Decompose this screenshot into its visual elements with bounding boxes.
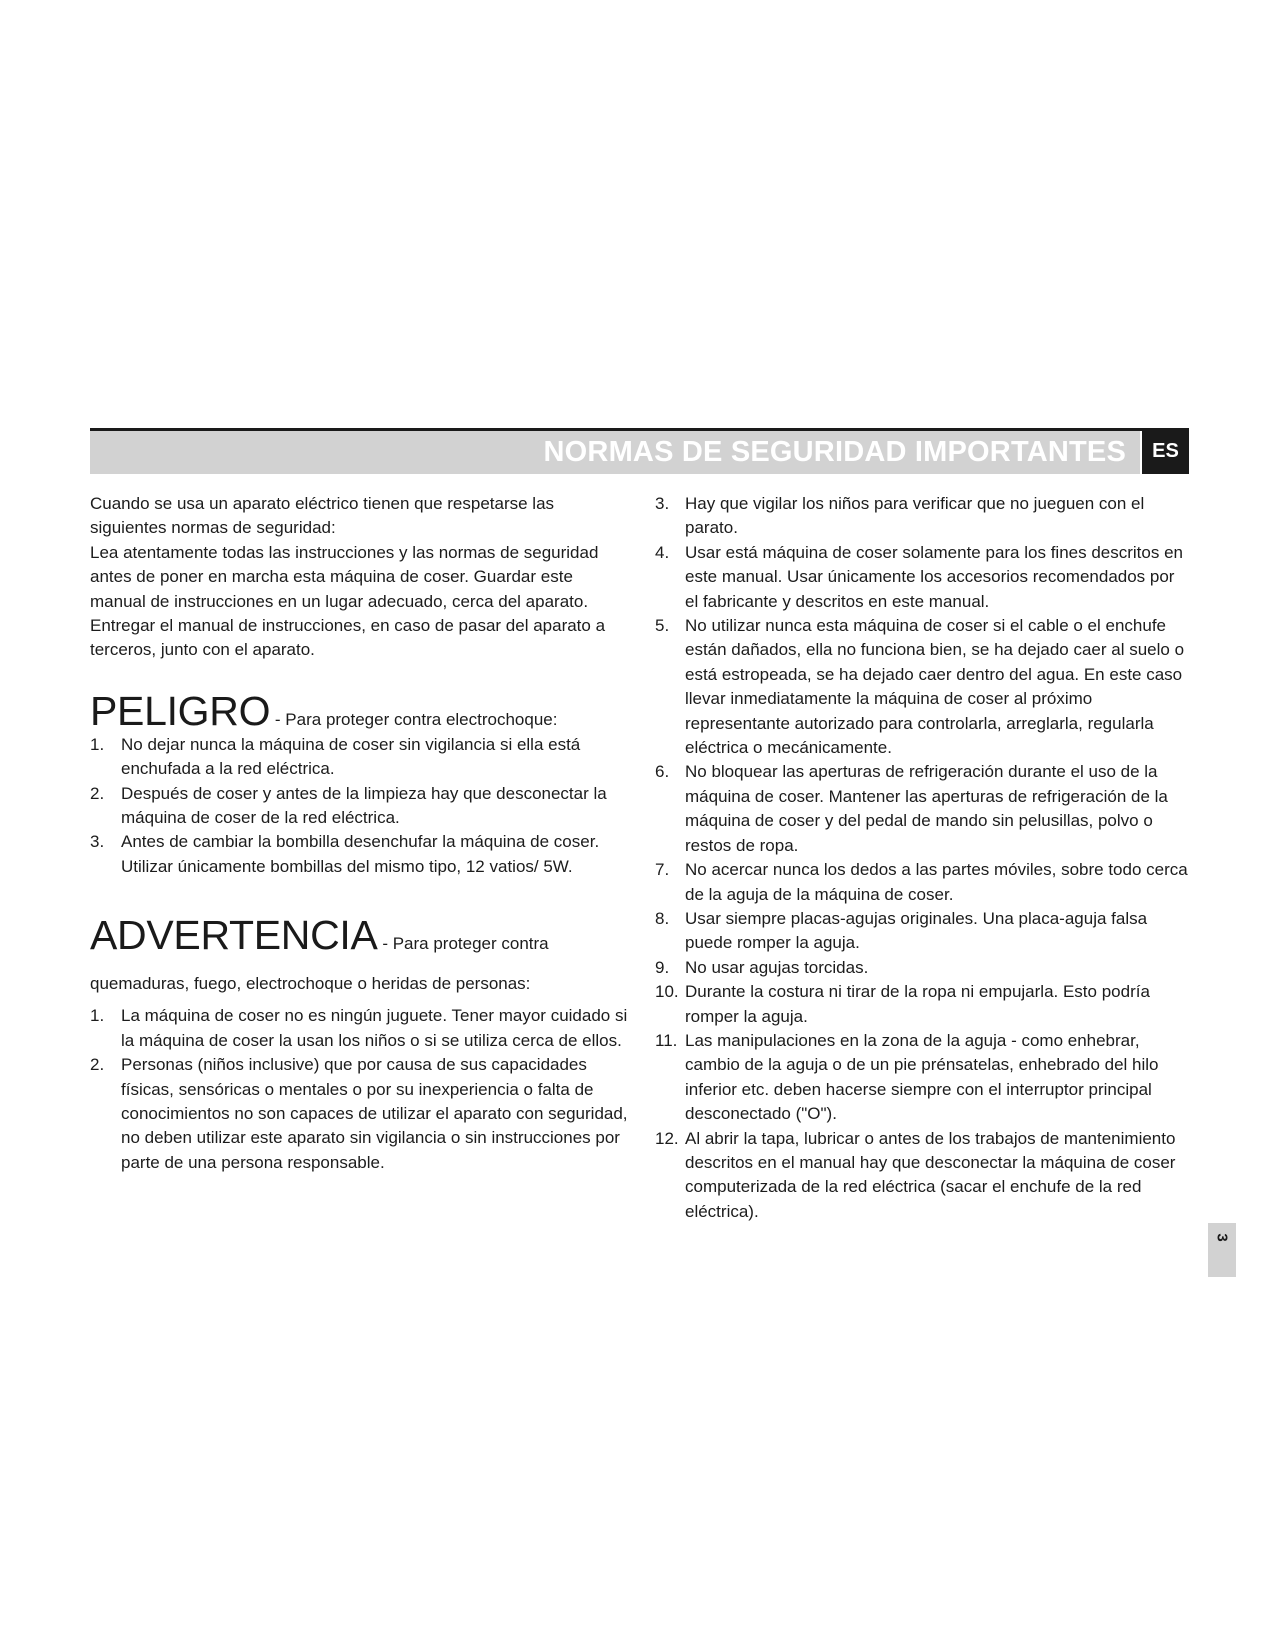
item-number: 2. [90, 783, 105, 803]
list-item [655, 907, 1190, 956]
warning-list-continued [655, 492, 1190, 1224]
item-number: 6. [655, 762, 670, 782]
danger-list [90, 733, 628, 879]
item-number: 3. [90, 832, 105, 852]
right-column [655, 492, 1190, 1224]
item-number: 1. [90, 1006, 105, 1026]
item-number: 3. [655, 494, 670, 513]
item-text: Las manipulaciones en la zona de la aguja - como enhebrar, cambio de la aguja o de un pie prénsatelas, enhebrado del hilo inferior etc. deben hacerse siempre con el interruptor principal desconectado ("O"). [685, 1030, 1159, 1124]
list-item [655, 541, 1190, 614]
list-item [90, 1053, 628, 1175]
list-item [90, 1004, 628, 1053]
item-text: No dejar nunca la máquina de coser sin vigilancia si ella está enchufada a la red eléctrica. [121, 734, 581, 779]
intro-line-1: Cuando se usa un aparato eléctrico tienen que respetarse las siguientes normas de seguridad: [90, 494, 555, 538]
intro-line-2: Lea atentamente todas las instrucciones y las normas de seguridad antes de poner en marcha esta máquina de coser. Guardar este manual de instrucciones en un lugar adecuado, cerca del aparato. Entregar el manual de instrucciones, en caso de pasar del aparato a terceros, junto con el aparato. [90, 542, 606, 660]
list-item [90, 782, 628, 831]
list-item [655, 1029, 1190, 1127]
item-text: Antes de cambiar la bombilla desenchufar la máquina de coser. Utilizar únicamente bombillas del mismo tipo, 12 vatios/ 5W. [121, 832, 600, 876]
warning-section [90, 913, 628, 1175]
item-text: No utilizar nunca esta máquina de coser si el cable o el enchufe están dañados, ella no funciona bien, se ha dejado caer al suelo o está estropeada, se ha dejado caer dentro del agua. En este caso llevar inmediatamente la máquina de coser al próximo representante autorizado para controlarla, arreglarla, regularla eléctrica o mecánicamente. [685, 616, 1185, 758]
warning-header [90, 913, 628, 1004]
item-text: Hay que vigilar los niños para verificar que no jueguen con el parato. [685, 494, 1145, 538]
item-text: Usar siempre placas-agujas originales. Una placa-aguja falsa puede romper la aguja. [685, 908, 1148, 953]
item-number: 4. [655, 542, 670, 562]
list-item [655, 760, 1190, 858]
list-item [655, 980, 1190, 1029]
danger-header [90, 689, 628, 733]
danger-heading: PELIGRO [90, 687, 271, 734]
item-text: Usar está máquina de coser solamente para los fines descritos en este manual. Usar únicamente los accesorios recomendados por el fabricante y descritos en este manual. [685, 542, 1183, 611]
item-text: No bloquear las aperturas de refrigeración durante el uso de la máquina de coser. Mantener las aperturas de refrigeración de la máquina de coser y del pedal de mando sin pelusillas, polvo o restos de ropa. [685, 762, 1168, 855]
item-text: No usar agujas torcidas. [685, 957, 869, 977]
left-column [90, 492, 628, 1175]
item-number: 11. [655, 1030, 678, 1050]
item-number: 5. [655, 616, 670, 636]
warning-list [90, 1004, 628, 1175]
page-title: NORMAS DE SEGURIDAD IMPORTANTES [543, 436, 1126, 468]
list-item [655, 956, 1190, 980]
language-badge: ES [1142, 428, 1189, 474]
item-number: 12. [655, 1128, 679, 1148]
warning-subtitle: - Para proteger contra quemaduras, fuego, electrochoque o heridas de personas: [90, 934, 549, 994]
warning-heading: ADVERTENCIA [90, 912, 378, 959]
item-number: 8. [655, 908, 670, 928]
danger-section [90, 689, 628, 879]
item-number: 10. [655, 982, 679, 1002]
list-item [90, 733, 628, 782]
item-text: Al abrir la tapa, lubricar o antes de los trabajos de mantenimiento descritos en el manual hay que desconectar la máquina de coser computerizada de la red eléctrica (sacar el enchufe de la red eléctrica). [685, 1128, 1176, 1221]
list-item [90, 830, 628, 879]
item-text: No acercar nunca los dedos a las partes móviles, sobre todo cerca de la aguja de la máquina de coser. [685, 860, 1188, 904]
page-number: 3 [1213, 1233, 1231, 1242]
item-text: Después de coser y antes de la limpieza hay que desconectar la máquina de coser de la red eléctrica. [121, 783, 607, 828]
item-text: Durante la costura ni tirar de la ropa ni empujarla. Esto podría romper la aguja. [685, 982, 1150, 1026]
page-number-tab [1208, 1223, 1236, 1277]
list-item [655, 1127, 1190, 1225]
list-item [655, 492, 1190, 541]
item-number: 1. [90, 734, 105, 754]
item-number: 9. [655, 957, 670, 977]
list-item [655, 614, 1190, 760]
list-item [655, 858, 1190, 907]
section-header [90, 431, 1140, 474]
item-number: 7. [655, 860, 670, 880]
item-number: 2. [90, 1055, 105, 1075]
danger-subtitle: - Para proteger contra electrochoque: [274, 709, 558, 729]
item-text: La máquina de coser no es ningún juguete. Tener mayor cuidado si la máquina de coser la usan los niños o si se utiliza cerca de ellos. [121, 1006, 628, 1050]
item-text: Personas (niños inclusive) que por causa de sus capacidades físicas, sensóricas o mentales o por su inexperiencia o falta de conocimientos no son capaces de utilizar el aparato con seguridad, no deben utilizar este aparato sin vigilancia o sin instrucciones por parte de una persona responsable. [121, 1055, 628, 1172]
